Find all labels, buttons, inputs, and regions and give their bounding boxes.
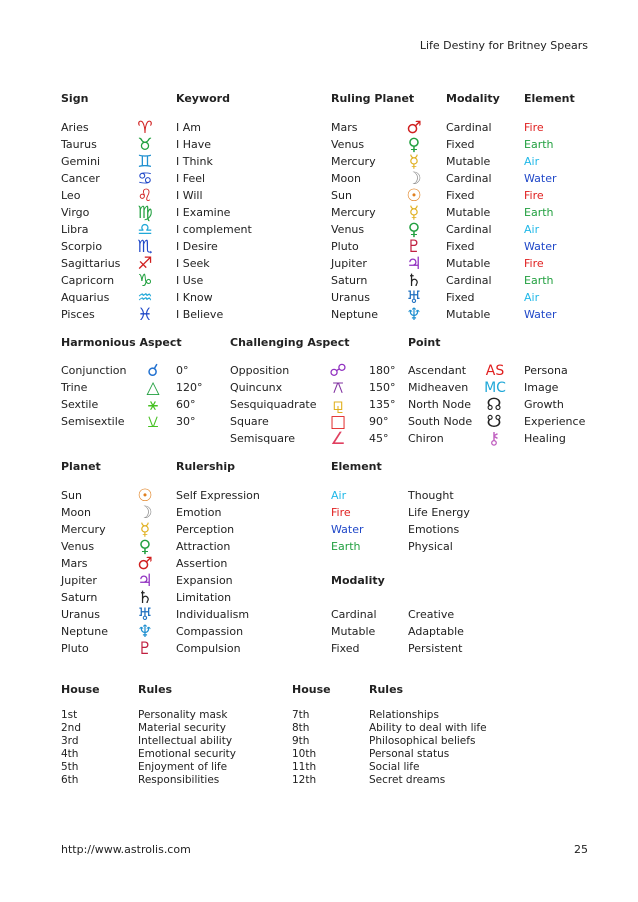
modality-name: Fixed — [331, 642, 360, 655]
point-name: Midheaven — [408, 381, 469, 394]
planet-glyph-icon: ♇ — [406, 237, 422, 257]
sign-modality: Mutable — [446, 155, 491, 168]
ruling-planet-name: Uranus — [331, 291, 370, 304]
planet-glyph-icon: ☽ — [406, 169, 422, 189]
element-meaning: Physical — [408, 540, 453, 553]
sign-name: Leo — [61, 189, 81, 202]
modality-meaning: Creative — [408, 608, 455, 621]
planet-name: Neptune — [61, 625, 109, 638]
sign-modality: Fixed — [446, 138, 475, 151]
planet-rulership: Attraction — [176, 540, 231, 553]
planet-rulership: Perception — [176, 523, 235, 536]
challenging-aspect-name: Opposition — [230, 364, 290, 377]
harmonious-aspect-name: Sextile — [61, 398, 99, 411]
element-meaning: Emotions — [408, 523, 460, 536]
planet-glyph-icon: ♀ — [138, 537, 152, 557]
house-column-header-right: House — [292, 683, 331, 696]
modality-meaning: Persistent — [408, 642, 463, 655]
aspect-degree: 180° — [369, 364, 396, 377]
modality-name: Cardinal — [331, 608, 377, 621]
sign-glyph-icon: ♒ — [137, 288, 153, 308]
point-header: Point — [408, 336, 441, 349]
planet-glyph-icon: ♃ — [137, 571, 153, 591]
sign-element: Earth — [524, 274, 554, 287]
sign-glyph-icon: ♉ — [137, 135, 153, 155]
sign-modality: Cardinal — [446, 121, 492, 134]
planet-glyph-icon: ♆ — [406, 305, 422, 325]
planet-glyph-icon: ♇ — [137, 639, 153, 659]
ruling-planet-name: Mars — [331, 121, 358, 134]
sign-keyword: I Desire — [176, 240, 218, 253]
planet-name: Sun — [61, 489, 82, 502]
element-meaning: Thought — [408, 489, 454, 502]
element-name: Air — [331, 489, 347, 502]
sign-name: Aquarius — [61, 291, 110, 304]
sign-element: Fire — [524, 189, 544, 202]
sign-modality: Cardinal — [446, 274, 492, 287]
ruling-planet-name: Sun — [331, 189, 352, 202]
planet-glyph-icon: ☿ — [408, 152, 420, 172]
aspect-degree: 0° — [176, 364, 189, 377]
sign-keyword: I Seek — [176, 257, 210, 270]
planet-glyph-icon: ♂ — [406, 118, 422, 138]
point-glyph-icon: AS — [485, 363, 505, 379]
planet-glyph-icon: ☉ — [137, 486, 153, 506]
sign-glyph-icon: ♋ — [137, 169, 153, 189]
house-rule: Enjoyment of life — [138, 761, 228, 773]
element-column-header: Element — [524, 92, 575, 105]
sign-modality: Fixed — [446, 189, 475, 202]
sign-modality: Mutable — [446, 308, 491, 321]
sign-element: Air — [524, 223, 540, 236]
aspect-degree: 150° — [369, 381, 396, 394]
sign-name: Scorpio — [61, 240, 103, 253]
aspect-degree: 60° — [176, 398, 196, 411]
planet-rulership: Assertion — [176, 557, 228, 570]
aspect-degree: 45° — [369, 432, 389, 445]
sign-keyword: I Know — [176, 291, 213, 304]
planet-rulership: Limitation — [176, 591, 232, 604]
aspect-degree: 120° — [176, 381, 203, 394]
element-name: Fire — [331, 506, 351, 519]
sign-keyword: I Will — [176, 189, 203, 202]
house-number: 7th — [292, 709, 310, 721]
house-number: 6th — [61, 774, 79, 786]
harmonious-aspect-name: Conjunction — [61, 364, 127, 377]
challenging-aspect-name: Semisquare — [230, 432, 295, 445]
point-meaning: Growth — [524, 398, 564, 411]
point-meaning: Healing — [524, 432, 566, 445]
sign-element: Air — [524, 155, 540, 168]
modality-column-header: Modality — [446, 92, 500, 105]
rulership-column-header: Rulership — [176, 460, 235, 473]
aspect-glyph-icon: △ — [146, 378, 160, 398]
house-rule: Emotional security — [138, 748, 237, 760]
house-rule: Ability to deal with life — [369, 722, 487, 734]
sign-name: Libra — [61, 223, 89, 236]
sign-keyword: I Use — [176, 274, 204, 287]
house-number: 2nd — [61, 722, 82, 734]
planet-glyph-icon: ♀ — [407, 135, 421, 155]
sign-modality: Fixed — [446, 240, 475, 253]
aspect-glyph-icon: ☌ — [147, 361, 159, 381]
ruling-planet-name: Pluto — [331, 240, 359, 253]
house-number: 4th — [61, 748, 79, 760]
house-number: 1st — [61, 709, 78, 721]
planet-name: Jupiter — [61, 574, 97, 587]
ruling-planet-column-header: Ruling Planet — [331, 92, 415, 105]
planet-name: Uranus — [61, 608, 100, 621]
keyword-column-header: Keyword — [176, 92, 230, 105]
rules-column-header-right: Rules — [369, 683, 404, 696]
page-header-title: Life Destiny for Britney Spears — [419, 39, 588, 52]
sign-name: Taurus — [61, 138, 97, 151]
element-name: Earth — [331, 540, 361, 553]
ruling-planet-name: Moon — [331, 172, 361, 185]
ruling-planet-name: Neptune — [331, 308, 379, 321]
sign-element: Earth — [524, 206, 554, 219]
house-rule: Social life — [369, 761, 420, 773]
sign-element: Fire — [524, 121, 544, 134]
aspect-glyph-icon: ⚺ — [147, 412, 159, 432]
sign-element: Earth — [524, 138, 554, 151]
planet-glyph-icon: ☉ — [406, 186, 422, 206]
element-meaning: Life Energy — [408, 506, 470, 519]
sign-glyph-icon: ♓ — [137, 305, 153, 325]
planet-name: Mercury — [61, 523, 106, 536]
ruling-planet-name: Mercury — [331, 155, 376, 168]
planet-glyph-icon: ♆ — [137, 622, 153, 642]
sign-glyph-icon: ♏ — [137, 237, 153, 257]
planet-glyph-icon: ☽ — [137, 503, 153, 523]
sign-element: Water — [524, 240, 557, 253]
sign-column-header: Sign — [61, 92, 89, 105]
harmonious-aspect-name: Trine — [61, 381, 88, 394]
sign-modality: Fixed — [446, 291, 475, 304]
challenging-aspect-name: Square — [230, 415, 269, 428]
sign-name: Aries — [61, 121, 89, 134]
aspect-glyph-icon: ⚻ — [332, 378, 344, 398]
aspect-glyph-icon: □ — [329, 412, 347, 432]
element-header: Element — [331, 460, 382, 473]
sign-keyword: I Examine — [176, 206, 231, 219]
house-column-header-left: House — [61, 683, 100, 696]
aspect-degree: 30° — [176, 415, 196, 428]
planet-name: Saturn — [61, 591, 98, 604]
planet-rulership: Self Expression — [176, 489, 260, 502]
house-number: 10th — [292, 748, 317, 760]
planet-rulership: Compulsion — [176, 642, 241, 655]
sign-element: Air — [524, 291, 540, 304]
sign-glyph-icon: ♈ — [137, 118, 153, 138]
aspect-glyph-icon: ∠ — [330, 429, 346, 449]
sign-glyph-icon: ♑ — [137, 271, 153, 291]
sign-name: Sagittarius — [61, 257, 121, 270]
planet-column-header: Planet — [61, 460, 101, 473]
planet-glyph-icon: ♅ — [137, 605, 153, 625]
planet-name: Pluto — [61, 642, 89, 655]
house-rule: Relationships — [369, 709, 439, 721]
sign-glyph-icon: ♐ — [137, 254, 153, 274]
footer-url[interactable]: http://www.astrolis.com — [61, 843, 191, 856]
challenging-aspect-name: Sesquiquadrate — [230, 398, 317, 411]
ruling-planet-name: Venus — [331, 223, 365, 236]
point-name: Ascendant — [408, 364, 467, 377]
planet-glyph-icon: ♃ — [406, 254, 422, 274]
planet-glyph-icon: ♄ — [137, 588, 153, 608]
sign-name: Cancer — [61, 172, 100, 185]
planet-rulership: Compassion — [176, 625, 244, 638]
rules-column-header-left: Rules — [138, 683, 173, 696]
modality-meaning: Adaptable — [408, 625, 464, 638]
house-number: 3rd — [61, 735, 79, 747]
ruling-planet-name: Venus — [331, 138, 365, 151]
sign-modality: Mutable — [446, 257, 491, 270]
house-number: 12th — [292, 774, 317, 786]
point-name: North Node — [408, 398, 471, 411]
sign-glyph-icon: ♊ — [137, 152, 153, 172]
sign-keyword: I Am — [176, 121, 201, 134]
planet-name: Moon — [61, 506, 91, 519]
element-name: Water — [331, 523, 364, 536]
harmonious-aspect-header: Harmonious Aspect — [61, 336, 182, 349]
point-meaning: Persona — [524, 364, 568, 377]
planet-glyph-icon: ♂ — [137, 554, 153, 574]
house-rule: Personality mask — [138, 709, 228, 721]
planet-name: Mars — [61, 557, 88, 570]
sign-modality: Mutable — [446, 206, 491, 219]
planet-rulership: Emotion — [176, 506, 222, 519]
sign-glyph-icon: ♍ — [137, 203, 153, 223]
aspect-glyph-icon: ⚼ — [332, 395, 344, 415]
house-rule: Material security — [138, 722, 226, 734]
modality-header: Modality — [331, 574, 385, 587]
sign-element: Fire — [524, 257, 544, 270]
sign-name: Capricorn — [61, 274, 115, 287]
point-name: South Node — [408, 415, 473, 428]
planet-glyph-icon: ♄ — [406, 271, 422, 291]
aspect-glyph-icon: ⚹ — [147, 395, 159, 415]
house-rule: Secret dreams — [369, 774, 446, 786]
sign-glyph-icon: ♎ — [137, 220, 153, 240]
sign-modality: Cardinal — [446, 223, 492, 236]
point-name: Chiron — [408, 432, 444, 445]
house-rule: Personal status — [369, 748, 450, 760]
house-number: 11th — [292, 761, 317, 773]
ruling-planet-name: Jupiter — [331, 257, 367, 270]
planet-glyph-icon: ☿ — [139, 520, 151, 540]
house-number: 9th — [292, 735, 310, 747]
point-meaning: Image — [524, 381, 559, 394]
planet-glyph-icon: ♀ — [407, 220, 421, 240]
aspect-degree: 90° — [369, 415, 389, 428]
sign-element: Water — [524, 172, 557, 185]
house-rule: Philosophical beliefs — [369, 735, 476, 747]
point-meaning: Experience — [524, 415, 586, 428]
planet-glyph-icon: ♅ — [406, 288, 422, 308]
page-number: 25 — [574, 843, 588, 856]
sign-name: Virgo — [61, 206, 90, 219]
planet-name: Venus — [61, 540, 95, 553]
sign-element: Water — [524, 308, 557, 321]
planet-glyph-icon: ☿ — [408, 203, 420, 223]
house-number: 5th — [61, 761, 79, 773]
aspect-glyph-icon: ☍ — [329, 361, 347, 381]
sign-keyword: I Have — [176, 138, 212, 151]
aspect-degree: 135° — [369, 398, 396, 411]
challenging-aspect-name: Quincunx — [230, 381, 283, 394]
ruling-planet-name: Mercury — [331, 206, 376, 219]
sign-name: Pisces — [61, 308, 95, 321]
sign-keyword: I Feel — [176, 172, 206, 185]
planet-rulership: Expansion — [176, 574, 233, 587]
sign-keyword: I Think — [176, 155, 213, 168]
challenging-aspect-header: Challenging Aspect — [230, 336, 350, 349]
point-glyph-icon: ⚷ — [487, 429, 501, 449]
ruling-planet-name: Saturn — [331, 274, 368, 287]
point-glyph-icon: ☊ — [486, 395, 502, 415]
sign-keyword: I Believe — [176, 308, 224, 321]
point-glyph-icon: ☋ — [486, 412, 502, 432]
sign-keyword: I complement — [176, 223, 252, 236]
planet-rulership: Individualism — [176, 608, 250, 621]
house-number: 8th — [292, 722, 310, 734]
sign-glyph-icon: ♌ — [137, 186, 153, 206]
harmonious-aspect-name: Semisextile — [61, 415, 125, 428]
house-rule: Intellectual ability — [138, 735, 233, 747]
house-rule: Responsibilities — [138, 774, 220, 786]
modality-name: Mutable — [331, 625, 376, 638]
sign-modality: Cardinal — [446, 172, 492, 185]
sign-name: Gemini — [61, 155, 101, 168]
point-glyph-icon: MC — [484, 380, 506, 396]
